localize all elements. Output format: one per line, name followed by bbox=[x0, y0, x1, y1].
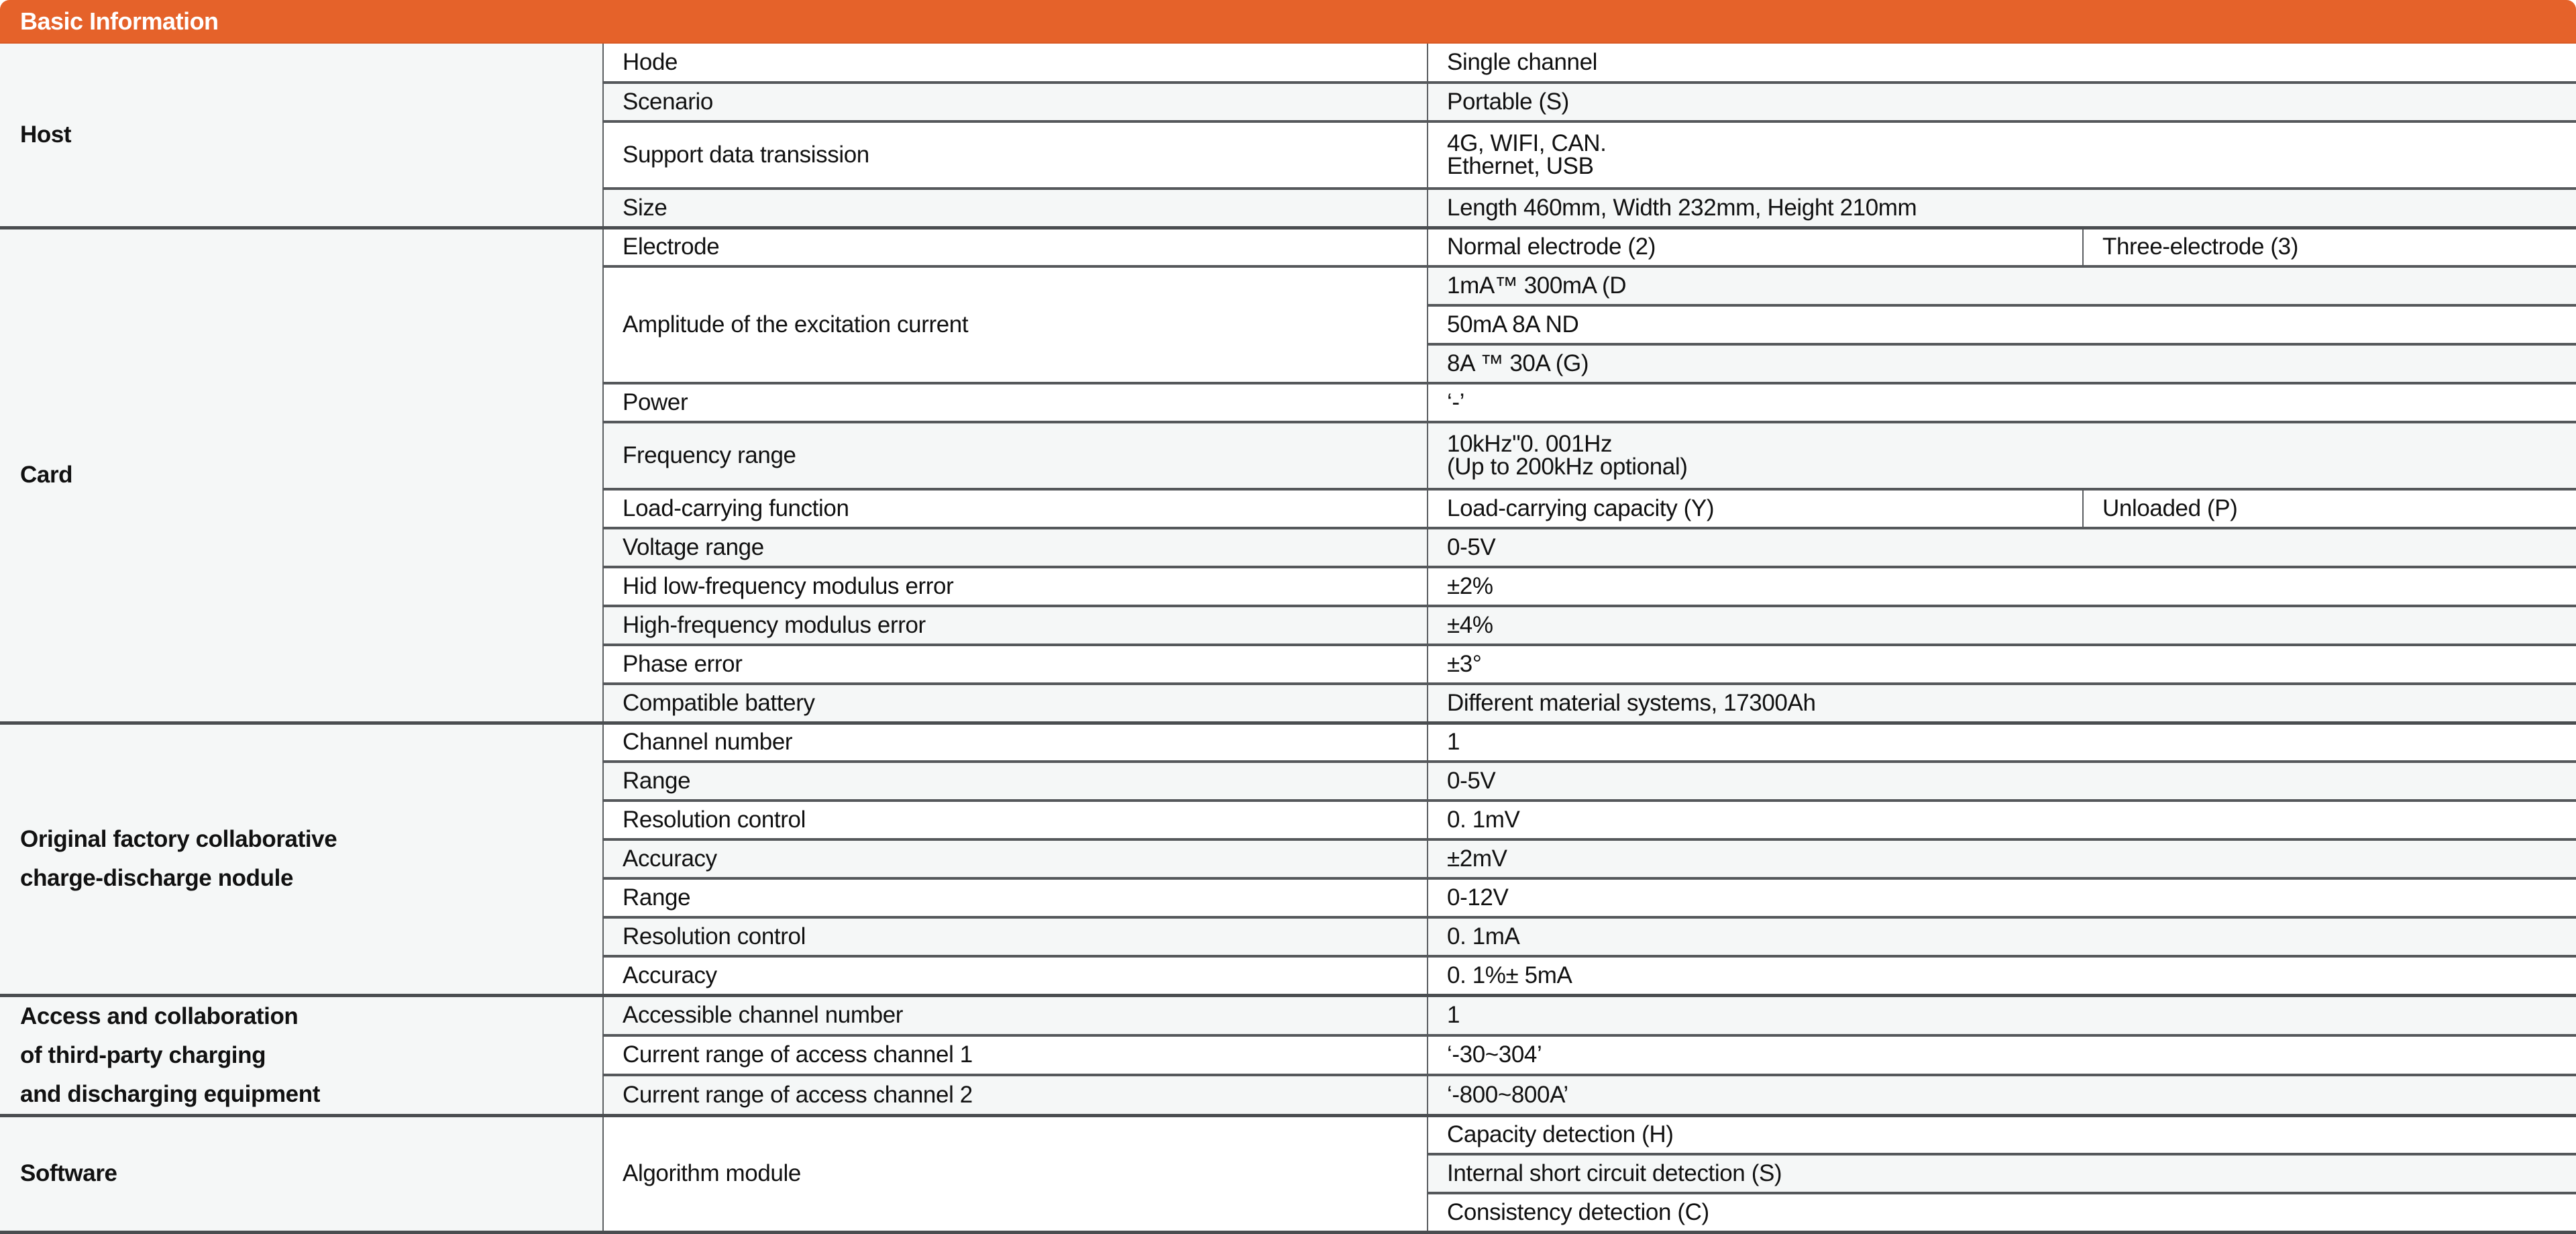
section-title: Basic Information bbox=[20, 7, 219, 35]
group-label: Host bbox=[0, 44, 603, 227]
parameter-name: Power bbox=[603, 383, 1428, 422]
table-row bbox=[0, 723, 2576, 762]
parameter-name: Accessible channel number bbox=[603, 995, 1428, 1035]
parameter-name: Accuracy bbox=[603, 839, 1428, 878]
parameter-name: Accuracy bbox=[603, 956, 1428, 995]
parameter-value: 1 bbox=[1428, 723, 2576, 762]
group-label: Original factory collaborative charge-discharge nodule bbox=[0, 723, 603, 995]
table-row bbox=[0, 227, 2576, 266]
parameter-value: Single channel bbox=[1428, 44, 2576, 83]
parameter-value: Internal short circuit detection (S) bbox=[1428, 1154, 2576, 1193]
parameter-name: Electrode bbox=[603, 227, 1428, 266]
parameter-name: Support data transission bbox=[603, 121, 1428, 189]
parameter-value: 0-5V bbox=[1428, 762, 2576, 801]
parameter-name: Amplitude of the excitation current bbox=[603, 266, 1428, 383]
parameter-name: Range bbox=[603, 762, 1428, 801]
parameter-name: Algorithm module bbox=[603, 1115, 1428, 1232]
parameter-value: 8A ™ 30A (G) bbox=[1428, 344, 2576, 383]
table-row bbox=[0, 995, 2576, 1035]
parameter-value: Unloaded (P) bbox=[2083, 489, 2576, 528]
parameter-value: ±2% bbox=[1428, 567, 2576, 606]
parameter-value: 10kHz"0. 001Hz (Up to 200kHz optional) bbox=[1428, 422, 2576, 489]
group-label: Card bbox=[0, 227, 603, 723]
parameter-value: Normal electrode (2) bbox=[1428, 227, 2083, 266]
parameter-name: Compatible battery bbox=[603, 684, 1428, 723]
section-header bbox=[0, 0, 2576, 44]
parameter-name: Hode bbox=[603, 44, 1428, 83]
parameter-name: High-frequency modulus error bbox=[603, 606, 1428, 645]
parameter-value: 4G, WIFI, CAN. Ethernet, USB bbox=[1428, 121, 2576, 189]
parameter-value: Capacity detection (H) bbox=[1428, 1115, 2576, 1154]
parameter-name: Resolution control bbox=[603, 801, 1428, 839]
parameter-name: Range bbox=[603, 878, 1428, 917]
parameter-value: ‘-800~800A’ bbox=[1428, 1075, 2576, 1115]
parameter-value: ±4% bbox=[1428, 606, 2576, 645]
parameter-value: 0. 1%± 5mA bbox=[1428, 956, 2576, 995]
parameter-name: Current range of access channel 1 bbox=[603, 1035, 1428, 1076]
parameter-value: Different material systems, 17300Ah bbox=[1428, 684, 2576, 723]
parameter-value: 0-12V bbox=[1428, 878, 2576, 917]
parameter-value: Load-carrying capacity (Y) bbox=[1428, 489, 2083, 528]
parameter-value: 0. 1mV bbox=[1428, 801, 2576, 839]
parameter-name: Scenario bbox=[603, 83, 1428, 121]
parameter-value: ‘-30~304’ bbox=[1428, 1035, 2576, 1076]
parameter-value: ±2mV bbox=[1428, 839, 2576, 878]
group-label: Software bbox=[0, 1115, 603, 1232]
parameter-name: Resolution control bbox=[603, 917, 1428, 956]
parameter-value: Consistency detection (C) bbox=[1428, 1193, 2576, 1232]
parameter-value: 1 bbox=[1428, 995, 2576, 1035]
parameter-value: Portable (S) bbox=[1428, 83, 2576, 121]
parameter-value: ±3° bbox=[1428, 645, 2576, 684]
parameter-name: Frequency range bbox=[603, 422, 1428, 489]
parameter-name: Voltage range bbox=[603, 528, 1428, 567]
parameter-name: Channel number bbox=[603, 723, 1428, 762]
spec-table bbox=[0, 44, 2576, 1234]
parameter-value: 0-5V bbox=[1428, 528, 2576, 567]
table-row bbox=[0, 1115, 2576, 1154]
parameter-name: Load-carrying function bbox=[603, 489, 1428, 528]
parameter-value: 50mA 8A ND bbox=[1428, 305, 2576, 344]
table-row bbox=[0, 44, 2576, 83]
parameter-value: Length 460mm, Width 232mm, Height 210mm bbox=[1428, 189, 2576, 227]
parameter-name: Hid low-frequency modulus error bbox=[603, 567, 1428, 606]
parameter-value: 0. 1mA bbox=[1428, 917, 2576, 956]
parameter-name: Size bbox=[603, 189, 1428, 227]
parameter-value: Three-electrode (3) bbox=[2083, 227, 2576, 266]
parameter-value: ‘-’ bbox=[1428, 383, 2576, 422]
parameter-name: Current range of access channel 2 bbox=[603, 1075, 1428, 1115]
group-label: Access and collaboration of third-party charging and discharging equipment bbox=[0, 995, 603, 1115]
parameter-value: 1mA™ 300mA (D bbox=[1428, 266, 2576, 305]
parameter-name: Phase error bbox=[603, 645, 1428, 684]
